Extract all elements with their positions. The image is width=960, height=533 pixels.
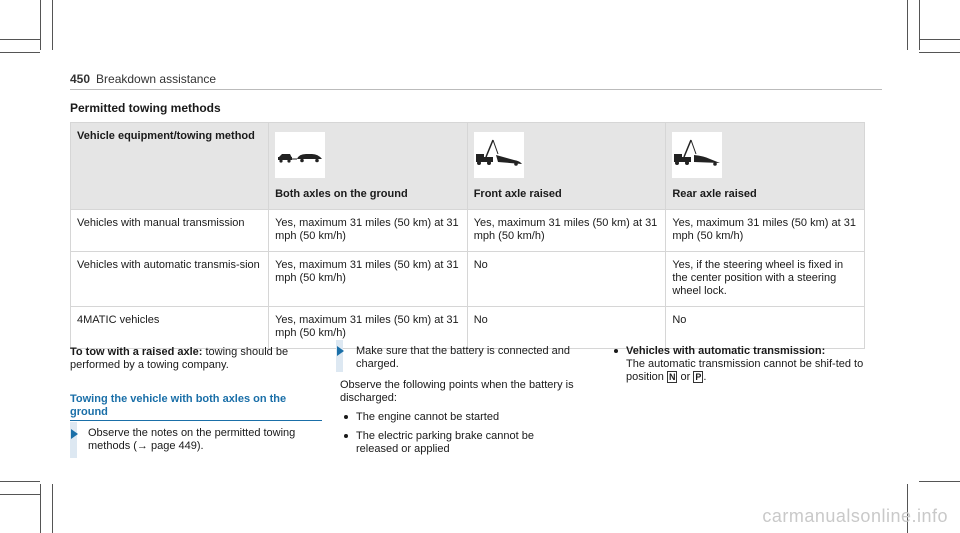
page-ref-arrow-icon: →: [136, 440, 148, 452]
page-reference-link[interactable]: page 449: [150, 440, 197, 452]
section-name: Breakdown assistance: [96, 72, 217, 86]
step-arrow-icon: [337, 346, 344, 356]
table-row: [71, 252, 865, 307]
section-title: Permitted towing methods: [70, 101, 221, 115]
table-row: [71, 307, 865, 349]
crop-mark: [40, 0, 41, 50]
raised-axle-lead: To tow with a raised axle:: [70, 346, 203, 358]
step-bar: [336, 340, 343, 372]
crop-mark: [0, 494, 40, 495]
table-row: [71, 210, 865, 252]
row-label: Vehicles with automatic transmis-sion: [71, 252, 269, 307]
table-cell: Yes, maximum 31 miles (50 km) at 31 mph (50 km/h): [666, 210, 865, 252]
auto-trans-lead: Vehicles with automatic transmission:: [626, 345, 826, 357]
crop-mark: [919, 481, 960, 482]
crop-mark: [919, 39, 960, 40]
tow-truck-rear-raised-icon: [672, 132, 722, 178]
step-observe-notes: Observe the notes on the permitted towing methods (→ page 449).: [88, 427, 296, 452]
crop-mark: [0, 481, 40, 482]
col-header-rear-raised: Rear axle raised: [666, 123, 865, 210]
table-cell: Yes, maximum 31 miles (50 km) at 31 mph (50 km/h): [269, 307, 468, 349]
page-header: [70, 72, 216, 86]
subsection-title: Towing the vehicle with both axles on the ground: [70, 393, 287, 418]
list-item: The engine cannot be started: [356, 411, 596, 424]
car-towed-both-axles-icon: [275, 132, 325, 178]
step-battery: Make sure that the battery is connected and charged.: [356, 345, 571, 370]
table-corner-header: Vehicle equipment/towing method: [71, 123, 269, 210]
table-cell: No: [666, 307, 865, 349]
crop-mark: [0, 52, 40, 53]
table-cell: Yes, maximum 31 miles (50 km) at 31 mph (50 km/h): [269, 210, 468, 252]
crop-mark: [0, 39, 40, 40]
watermark: carmanualsonline.info: [762, 506, 948, 526]
list-item: The electric parking brake cannot be released or applied: [356, 430, 576, 456]
page-number: 450: [70, 72, 91, 86]
subsection-divider: [70, 420, 322, 421]
step-arrow-icon: [71, 429, 78, 439]
gear-p-icon: P: [695, 372, 702, 382]
raised-axle-text: towing should be performed by a towing company.: [70, 346, 289, 371]
table-cell: No: [467, 307, 666, 349]
crop-mark: [52, 484, 53, 533]
col-header-front-raised: Front axle raised: [467, 123, 666, 210]
step-bar: [70, 422, 77, 458]
table-cell: No: [467, 252, 666, 307]
crop-mark: [919, 52, 960, 53]
tow-truck-front-raised-icon: [474, 132, 524, 178]
table-cell: Yes, if the steering wheel is fixed in the center position with a steering wheel lock.: [666, 252, 865, 307]
row-label: 4MATIC vehicles: [71, 307, 269, 349]
crop-mark: [40, 484, 41, 533]
table-cell: Yes, maximum 31 miles (50 km) at 31 mph (50 km/h): [467, 210, 666, 252]
crop-mark: [52, 0, 53, 50]
observe-intro: Observe the following points when the battery is discharged:: [340, 379, 574, 404]
crop-mark: [919, 0, 920, 50]
header-divider: [70, 89, 882, 90]
table-cell: Yes, maximum 31 miles (50 km) at 31 mph (50 km/h): [269, 252, 468, 307]
towing-methods-table: [70, 122, 865, 349]
crop-mark: [907, 0, 908, 50]
gear-n-icon: N: [668, 372, 676, 382]
col-header-both-axles: Both axles on the ground: [269, 123, 468, 210]
row-label: Vehicles with manual transmission: [71, 210, 269, 252]
raised-axle-note: [70, 346, 320, 372]
list-item: Vehicles with automatic transmission: The automatic transmission cannot be shif-ted to position N or P .: [626, 345, 876, 384]
